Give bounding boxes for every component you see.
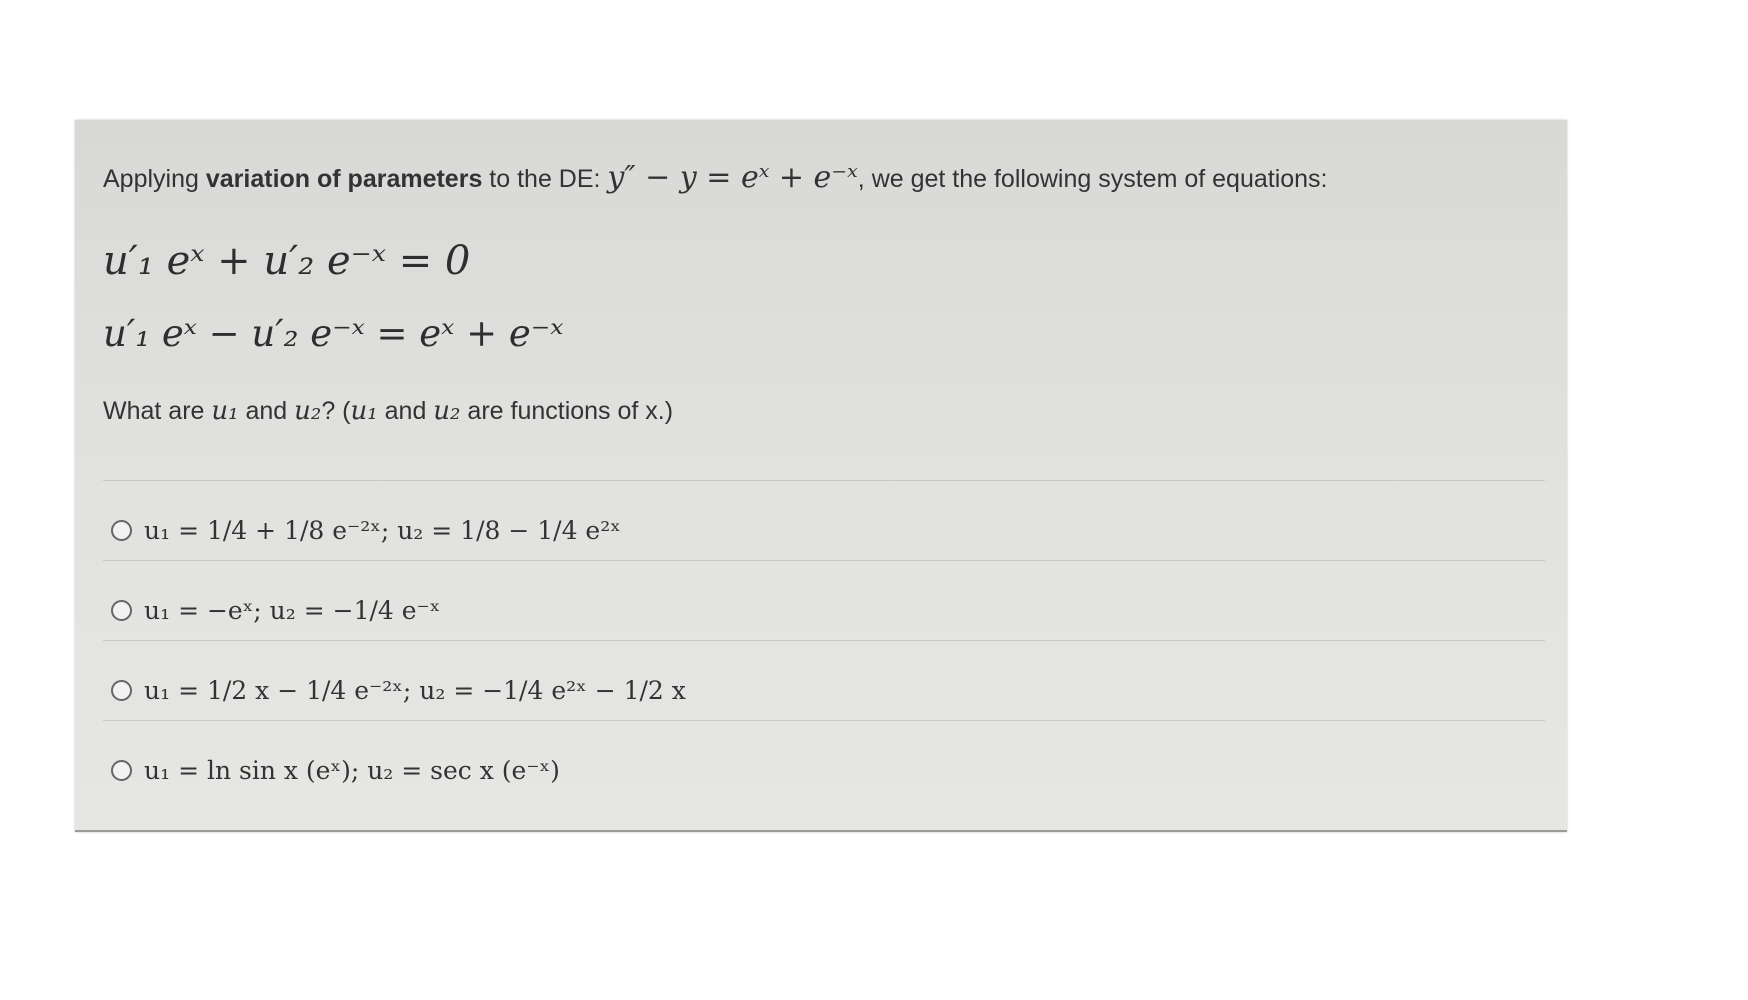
intro-suffix: , we get the following system of equations: [857,165,1328,193]
option-divider [103,720,1545,721]
option-divider [103,640,1545,641]
prompt-suffix: are functions of x.) [460,397,674,425]
prompt-and-paren: and [377,397,434,425]
radio-button-icon[interactable] [111,760,132,781]
option-b-text: u₁ = −eˣ; u₂ = −1/4 e⁻ˣ [144,595,441,625]
prompt-prefix: What are [103,397,212,425]
radio-button-icon[interactable] [111,600,132,621]
prompt-u2: u₂ [294,396,322,426]
question-intro [103,160,1543,195]
question-prompt [103,396,673,426]
answer-option-c[interactable] [111,660,1531,720]
radio-button-icon[interactable] [111,680,132,701]
option-divider [103,480,1545,481]
prompt-and: and [238,397,295,425]
option-c-text: u₁ = 1/2 x − 1/4 e⁻²ˣ; u₂ = −1/4 e²ˣ − 1/2 x [144,675,686,705]
prompt-u1-paren: u₁ [350,396,378,426]
question-card [75,120,1567,832]
system-equation-2: u′₁ eˣ − u′₂ e⁻ˣ = eˣ + e⁻ˣ [103,312,564,355]
system-equation-1: u′₁ eˣ + u′₂ e⁻ˣ = 0 [103,238,471,284]
intro-mid: to the DE: [482,165,608,193]
intro-prefix: Applying [103,165,206,193]
answer-option-a[interactable] [111,500,1531,560]
differential-equation: y″ − y = eˣ + e⁻ˣ [607,160,858,195]
option-divider [103,560,1545,561]
option-a-text: u₁ = 1/4 + 1/8 e⁻²ˣ; u₂ = 1/8 − 1/4 e²ˣ [144,515,621,545]
option-d-text: u₁ = ln sin x (eˣ); u₂ = sec x (e⁻ˣ) [144,755,560,785]
prompt-u2-paren: u₂ [433,396,461,426]
answer-option-b[interactable] [111,580,1531,640]
prompt-u1: u₁ [211,396,239,426]
prompt-mid: ? ( [321,397,351,425]
intro-bold: variation of parameters [205,165,483,193]
radio-button-icon[interactable] [111,520,132,541]
answer-option-d[interactable] [111,740,1531,800]
